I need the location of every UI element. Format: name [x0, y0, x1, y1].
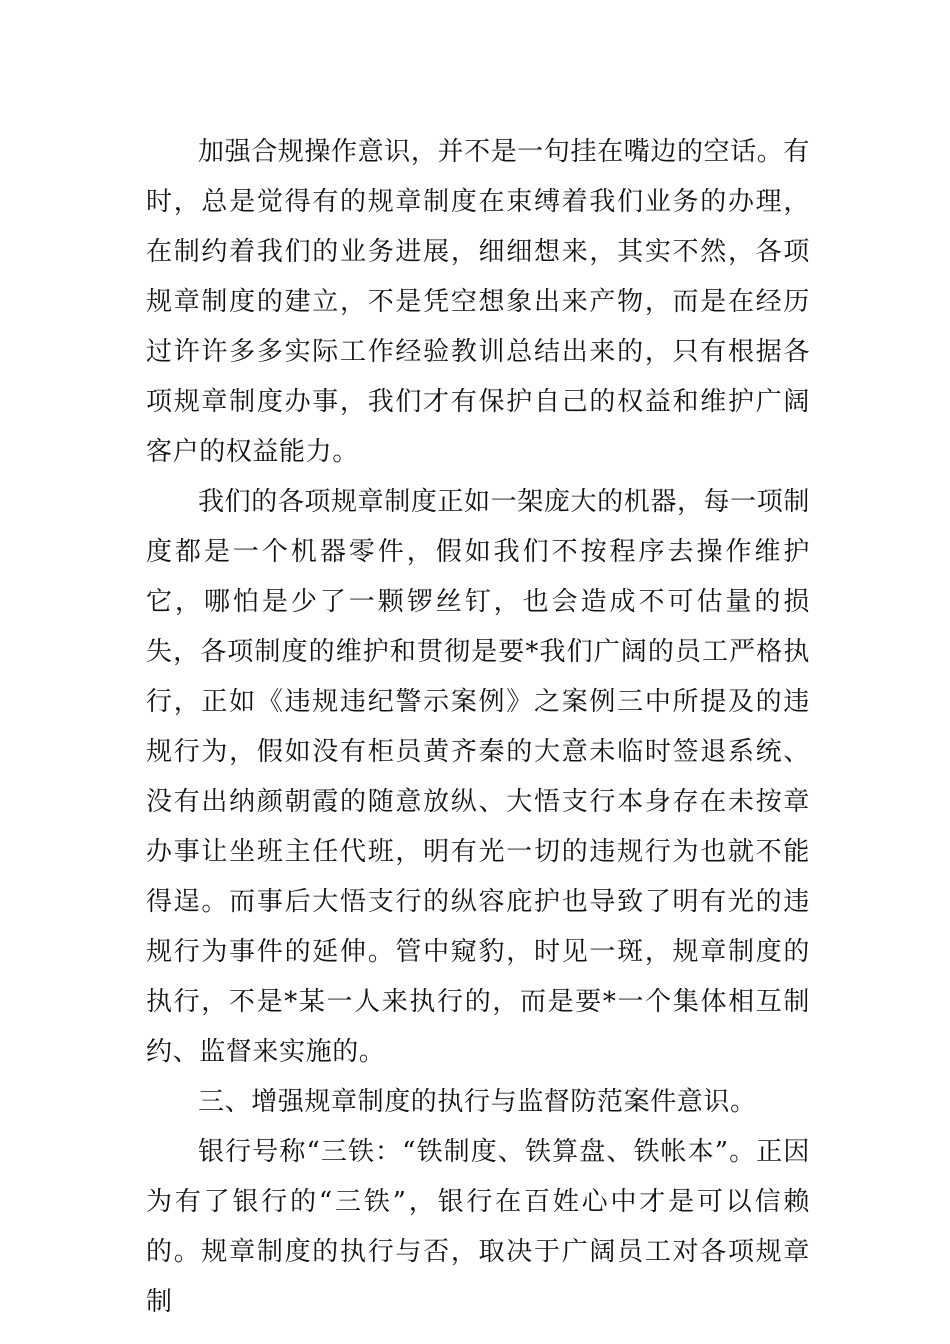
paragraph-rules-machine: 我们的各项规章制度正如一架庞大的机器，每一项制度都是一个机器零件，假如我们不按程序去操作维护它，哪怕是少了一颗锣丝钉，也会造成不可估量的损失，各项制度的维护和贯彻是要*我们广阔的员工严格执行，正如《违规违纪警示案例》之案例三中所提及的违规行为，假如没有柜员黄齐秦的大意未临时签退系统、没有出纳颜朝霞的随意放纵、大悟支行本身存在未按章办事让坐班主任代班，明有光一切的违规行为也就不能得逞。而事后大悟支行的纵容庇护也导致了明有光的违规行为事件的延伸。管中窥豹，时见一斑，规章制度的执行，不是*某一人来执行的，而是要*一个集体相互制约、监督来实施的。	[146, 487, 810, 1067]
document-body	[146, 127, 810, 1327]
paragraph-compliance-awareness: 加强合规操作意识，并不是一句挂在嘴边的空话。有时，总是觉得有的规章制度在束缚着我们业务的办理，在制约着我们的业务进展，细细想来，其实不然，各项规章制度的建立，不是凭空想象出来产物，而是在经历过许许多多实际工作经验教训总结出来的，只有根据各项规章制度办事，我们才有保护自己的权益和维护广阔客户的权益能力。	[146, 137, 810, 467]
section-heading: 三、增强规章制度的执行与监督防范案件意识。	[198, 1087, 757, 1117]
paragraph-three-iron: 银行号称“三铁：“铁制度、铁算盘、铁帐本”。正因为有了银行的“三铁”，银行在百姓心中才是可以信赖的。规章制度的执行与否，取决于广阔员工对各项规章制	[146, 1137, 810, 1317]
